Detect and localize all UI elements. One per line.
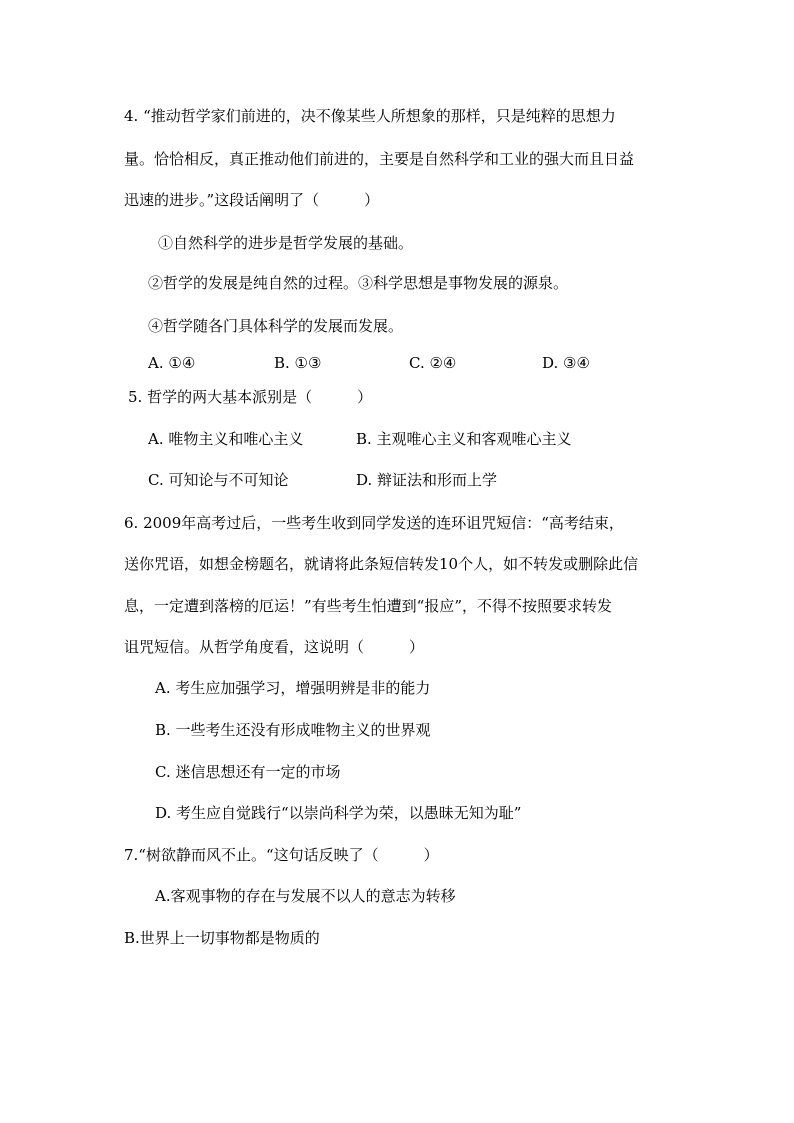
- q7-option-a: A.客观事物的存在与发展不以人的意志为转移: [155, 887, 456, 905]
- q5-stem: 5. 哲学的两大基本派别是（ ）: [128, 388, 373, 406]
- q7-stem: 7.“树欲静而风不止。“这句话反映了（ ）: [124, 846, 439, 864]
- q5-option-d: D. 辩证法和形而上学: [356, 471, 498, 489]
- q4-stem-line-1: 4. “推动哲学家们前进的，决不像某些人所想象的那样，只是纯粹的思想力: [124, 107, 616, 125]
- q4-statement-2-3: ②哲学的发展是纯自然的过程。③科学思想是事物发展的源泉。: [148, 274, 569, 292]
- q5-option-b: B. 主观唯心主义和客观唯心主义: [356, 430, 572, 448]
- q7-option-b: B.世界上一切事物都是物质的: [124, 929, 320, 947]
- q5-option-a: A. 唯物主义和唯心主义: [148, 430, 304, 448]
- q5-option-c: C. 可知论与不可知论: [148, 471, 289, 489]
- q6-stem-line-2: 送你咒语，如想金榜题名，就请将此条短信转发10个人，如不转发或删除此信: [124, 555, 639, 573]
- q6-stem-line-4: 诅咒短信。从哲学角度看，这说明（ ）: [124, 638, 425, 656]
- q6-option-d: D. 考生应自觉践行“以崇尚科学为荣，以愚昧无知为耻”: [155, 804, 522, 822]
- q6-option-a: A. 考生应加强学习，增强明辨是非的能力: [155, 679, 431, 697]
- q4-statement-1: ①自然科学的进步是哲学发展的基础。: [158, 234, 414, 252]
- q4-stem-line-2: 量。恰恰相反，真正推动他们前进的，主要是自然科学和工业的强大而且日益: [124, 150, 635, 168]
- q4-option-b: B. ①③: [274, 354, 322, 372]
- q4-statement-4: ④哲学随各门具体科学的发展而发展。: [148, 317, 404, 335]
- q4-option-d: D. ③④: [542, 354, 590, 372]
- q6-stem-line-1: 6. 2009年高考过后，一些考生收到同学发送的连环诅咒短信：“高考结束，: [124, 514, 624, 532]
- q4-option-c: C. ②④: [409, 354, 457, 372]
- q6-stem-line-3: 息，一定遭到落榜的厄运！”有些考生怕遭到“报应”，不得不按照要求转发: [124, 597, 613, 615]
- q4-option-a: A. ①④: [148, 354, 196, 372]
- q6-option-b: B. 一些考生还没有形成唯物主义的世界观: [155, 721, 431, 739]
- q6-option-c: C. 迷信思想还有一定的市场: [155, 763, 341, 781]
- q4-stem-line-3: 迅速的进步。”这段话阐明了（ ）: [124, 191, 380, 209]
